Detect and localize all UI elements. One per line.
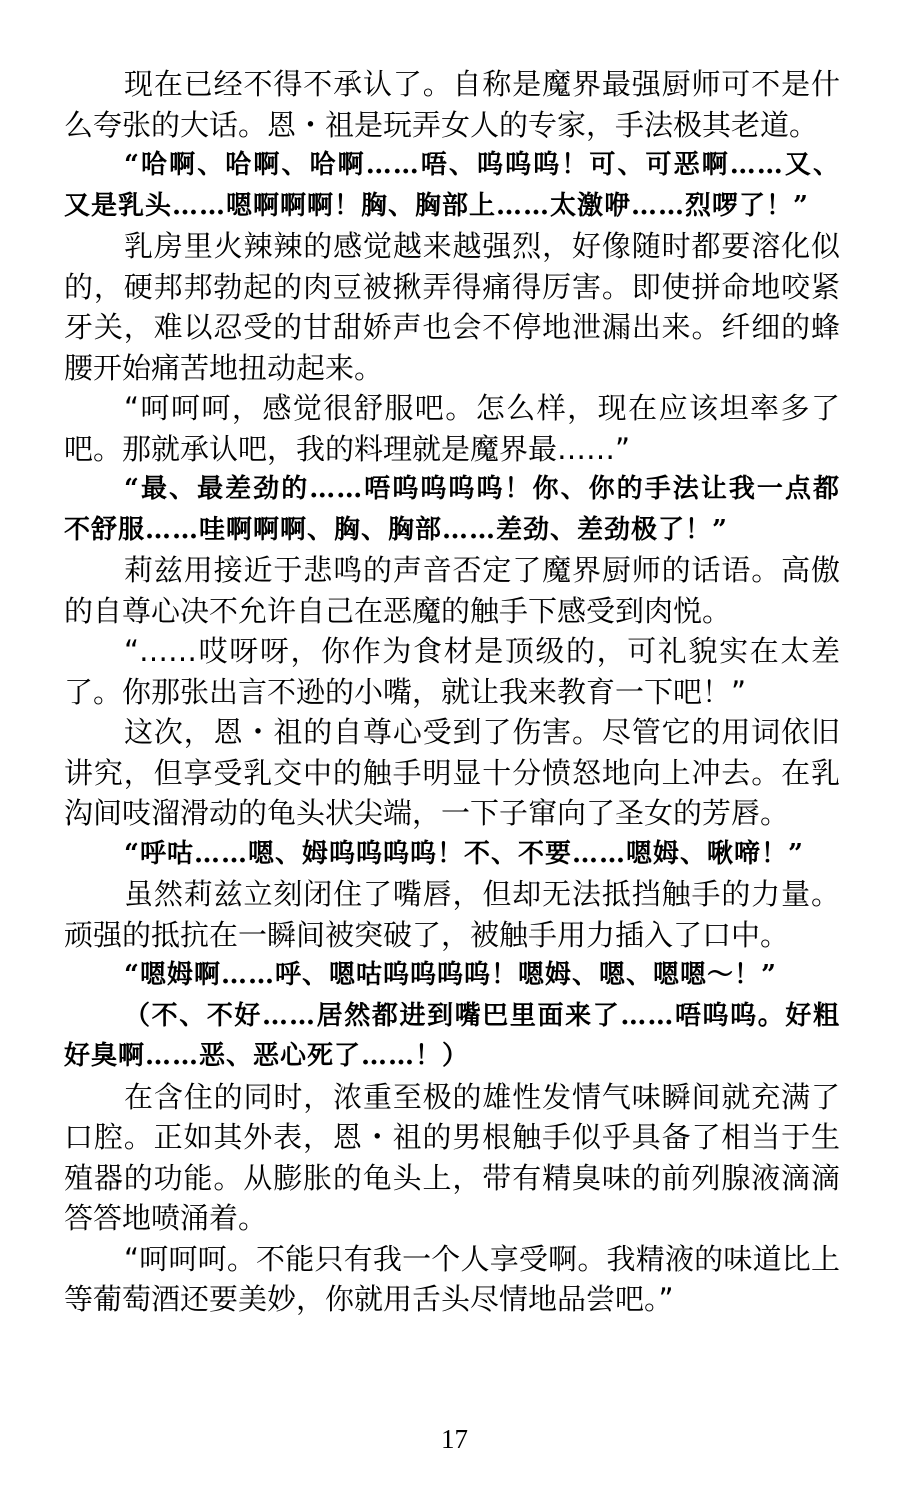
- paragraph-4: 莉兹用接近于悲鸣的声音否定了魔界厨师的话语。高傲的自尊心决不允许自己在恶魔的触手下感受到肉悦。: [64, 553, 840, 628]
- body-text: [64, 64, 840, 1320]
- dialogue-2: “最、最差劲的……唔呜呜呜呜！你、你的手法让我一点都不舒服……哇啊啊啊、胸、胸部……差劲、差劲极了！”: [64, 474, 840, 545]
- paragraph-9: “呵呵呵。不能只有我一个人享受啊。我精液的味道比上等葡萄酒还要美妙，你就用舌头尽情地品尝吧。”: [64, 1241, 840, 1316]
- paragraph-8: 在含住的同时，浓重至极的雄性发情气味瞬间就充满了口腔。正如其外表，恩・祖的男根触手似乎具备了相当于生殖器的功能。从膨胀的龟头上，带有精臭味的前列腺液滴滴答答地喷涌着。: [64, 1079, 840, 1235]
- paragraph-3: “呵呵呵，感觉很舒服吧。怎么样，现在应该坦率多了吧。那就承认吧，我的料理就是魔界最……”: [64, 391, 840, 466]
- dialogue-3: “呼咕……嗯、姆呜呜呜呜！不、不要……嗯姆、啾啼！”: [124, 838, 804, 869]
- dialogue-4: “嗯姆啊……呼、嗯咕呜呜呜呜！嗯姆、嗯、嗯嗯～！”: [124, 960, 777, 990]
- paragraph-5: “……哎呀呀，你作为食材是顶级的，可礼貌实在太差了。你那张出言不逊的小嘴，就让我来教育一下吧！”: [64, 634, 840, 709]
- paragraph-7: 虽然莉兹立刻闭住了嘴唇，但却无法抵挡触手的力量。顽强的抵抗在一瞬间被突破了，被触手用力插入了口中。: [64, 877, 840, 952]
- paragraph-2: 乳房里火辣辣的感觉越来越强烈，好像随时都要溶化似的，硬邦邦勃起的肉豆被揪弄得痛得厉害。即使拼命地咬紧牙关，难以忍受的甘甜娇声也会不停地泄漏出来。纤细的蜂腰开始痛苦地扭动起来。: [64, 229, 840, 385]
- paragraph-6: 这次，恩・祖的自尊心受到了伤害。尽管它的用词依旧讲究，但享受乳交中的触手明显十分愤怒地向上冲去。在乳沟间吱溜滑动的龟头状尖端，一下子窜向了圣女的芳唇。: [64, 715, 840, 830]
- paragraph-1: 现在已经不得不承认了。自称是魔界最强厨师可不是什么夸张的大话。恩・祖是玩弄女人的专家，手法极其老道。: [64, 67, 840, 142]
- page-number: 17: [441, 1424, 468, 1454]
- dialogue-5: （不、不好……居然都进到嘴巴里面来了……唔呜呜。好粗好臭啊……恶、恶心死了……！）: [64, 1000, 840, 1071]
- dialogue-1: “哈啊、哈啊、哈啊……唔、呜呜呜！可、可恶啊……又、又是乳头……嗯啊啊啊！胸、胸部上……太激咿……烈啰了！”: [64, 150, 840, 221]
